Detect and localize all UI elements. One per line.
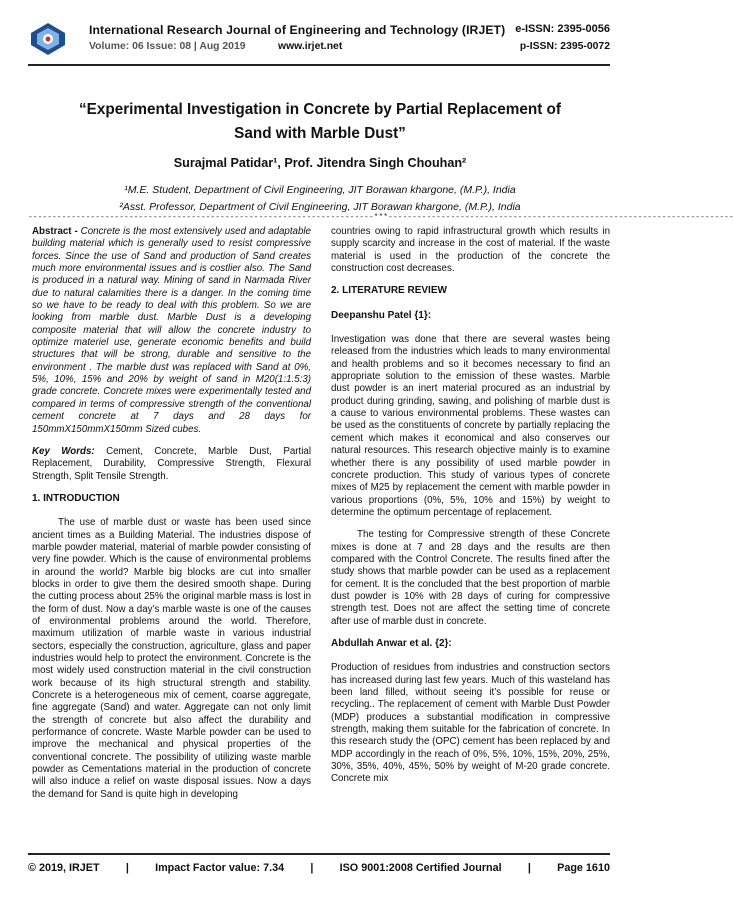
reference-1-heading: Deepanshu Patel {1}: — [331, 309, 432, 321]
keywords-text: Cement, Concrete, Marble Dust, Partial Replacement, Durability, Compressive Strength, Flexural Strength, Split Tensile Strength. — [32, 445, 311, 482]
reference-1-paragraph-1: Investigation was done that there are several wastes being released from the industries which leads to many environmental and health problems and so it becomes necessary to find an appropriate solution to the emission of these wastes. Marble dust powder is an inert material procured as an industrial by product during grinding, sawing, and polishing of marble dust is a cause to various environmental problems. These wastes can be used as the constituents of concrete by partially replacing the cement which makes it economical and also conserves our natural resources. This research objective mainly is to examine whether there is any possibility of used marble powder in concrete production. This study of various types of concrete mixes of M25 by replacement the cement with marble powder in various proportions (0%, 5%, 10% and 15%) by weight to determine the optimum percentage of replacement. — [331, 334, 610, 518]
introduction-continued: countries owing to rapid infrastructural growth which results in supply scarcity and increase in the cost of material. If the waste material is used in the production of the concrete the construction cost decreases. — [331, 226, 610, 275]
reference-1-paragraph-2: The testing for Compressive strength of these Concrete mixes is done at 7 and 28 days and the results are then compared with the Control Concrete. The results fined after the study shows that marble powder can be used as a replacement for cement. It is the concluded that the best proportion of marble dust powder is 10% with 28 days of curing for compressive strength test. Does not are affect the setting time of concrete after use of marble dust in concrete. — [331, 529, 610, 627]
affiliation-2: ²Asst. Professor, Department of Civil Engineering, JIT Borawan khargone, (M.P.), India — [119, 201, 521, 213]
journal-title: International Research Journal of Engineering and Technology (IRJET) — [89, 23, 506, 37]
paper-authors: Surajmal Patidar¹, Prof. Jitendra Singh Chouhan² — [173, 156, 467, 170]
abstract-text: Concrete is the most extensively used and adaptable building material which is generally used to resist compressive forces. Since the use of Sand and production of Sand creates much more environmental issues and is costlier also. The Sand is produced in a natural way. Mining of sand in Narmada River due to natural calamities there is a danger. In the coming time so we have to be ready to deal with this problem. So we are looking from marble dust. Marble Dust is a developing composite material that will allow the concrete industry to optimize materiel use, generate economic benefits and build structures that will be strong, durable and sensitive to the environment . The marble dust was replaced with Sand at 0%, 5%, 10%, 15% and 20% by weight of sand in M20(1:1.5:3) grade concrete. Concrete mixes were experimentally tested and compared in terms of compressive strength of the conventional cement concrete at 7 days and 28 days for 150mmX150mmX150mm Sized cubes. — [32, 226, 311, 435]
introduction-text: The use of marble dust or waste has been used since ancient times as a Building Material. The industries dispose of marble powder material, material of marble powder consisting of very fine powder. Which is the cause of environmental problems in around the world? Marble big blocks are cut into smaller blocks in order to give them the desired smooth shape. During the cutting process about 25% the original marble mass is lost in the form of dust. Now a day’s marble waste is one of the causes of environmental problems around the world. Therefore, maximum utilization of marble waste in various industrial sectors, especially the construction, agriculture, glass and paper industries would help to protect the environment. Concrete is the most widely used construction material in the civil construction work because of its high structural strength and stability. Concrete is a heterogeneous mix of cement, coarse aggregate, fine aggregate (Sand) and water. Aggregate can not only limit the strength of concrete but also affect the durability and performance of concrete. Waste Marble powder can be used to improve the mechanical and physical properties of the conventional concrete. The possibility of utilizing waste marble powder as Cementations material in the production of concrete will also induce a relief on waste disposal issues. Now a days the demand for Sand is quite high in developing — [32, 517, 311, 800]
e-issn: e-ISSN: 2395-0056 — [515, 23, 610, 35]
footer-divider — [28, 853, 610, 855]
left-column — [32, 226, 311, 811]
footer-page-number: Page 1610 — [557, 862, 610, 874]
footer-copyright: © 2019, IRJET — [28, 862, 100, 874]
page-footer — [28, 862, 610, 874]
footer-impact-factor: Impact Factor value: 7.34 — [155, 862, 285, 874]
literature-review-heading: 2. LITERATURE REVIEW — [331, 285, 447, 297]
abstract — [32, 226, 311, 436]
abstract-label: Abstract - — [32, 226, 78, 237]
keywords — [32, 446, 311, 483]
p-issn: p-ISSN: 2395-0072 — [519, 41, 610, 52]
footer-separator: | — [527, 862, 531, 874]
affiliation-1: ¹M.E. Student, Department of Civil Engineering, JIT Borawan khargone, (M.P.), India — [124, 184, 516, 196]
footer-iso: ISO 9001:2008 Certified Journal — [339, 862, 502, 874]
journal-header — [28, 15, 610, 61]
paper-title-line-2: Sand with Marble Dust” — [234, 125, 406, 142]
right-column — [331, 226, 610, 796]
reference-2-heading: Abdullah Anwar et al. {2}: — [331, 637, 452, 649]
volume-issue: Volume: 06 Issue: 08 | Aug 2019 — [89, 41, 246, 52]
reference-2-paragraph: Production of residues from industries and construction sectors has increased during last few years. Much of this wasteland has been land filled, without seeing it’s possible for reuse or recycling.. The replacement of cement with Marble Dust Powder (MDP) produces a substantial modification in compressive strength, making them suitable for the fabrication of concrete. In this research study the (OPC) cement has been replaced by and MDP accordingly in the reach of 0%, 5%, 10%, 15%, 20%, 25%, 30%, 35%, 40%, 45%, 50% by weight of M-20 grade concrete. Concrete mix — [331, 662, 610, 785]
introduction-heading: 1. INTRODUCTION — [32, 492, 120, 504]
footer-separator: | — [310, 862, 314, 874]
irjet-logo — [28, 21, 68, 57]
paper-title-line-1: “Experimental Investigation in Concrete by Partial Replacement of — [79, 101, 561, 118]
paper-title — [60, 98, 580, 146]
keywords-label: Key Words: — [32, 445, 95, 457]
header-divider — [28, 64, 610, 66]
footer-separator: | — [125, 862, 129, 874]
section-separator: ------------------------------------------------------------------------***------------------------------------------------------------------------ — [28, 213, 734, 222]
journal-website[interactable]: www.irjet.net — [278, 41, 343, 52]
